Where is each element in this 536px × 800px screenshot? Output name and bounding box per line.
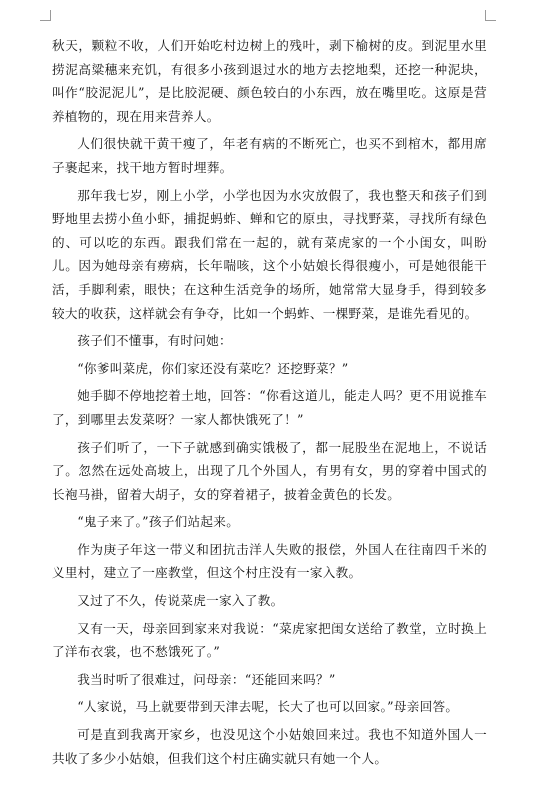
paragraph-11: 又有一天，母亲回到家来对我说：“菜虎家把闺女送给了教堂，立时换上了洋布衣裳，也不愁饿死了。” [52, 620, 487, 660]
paragraph-13: “人家说，马上就要带到天津去呢，长大了也可以回家。”母亲回答。 [77, 699, 459, 715]
paragraph-6: 她手脚不停地挖着土地，回答：“你看这道儿，能走人吗？更不用说推车了，到哪里去发菜呀？一家人都快饿死了！” [52, 388, 487, 427]
paragraph-4: 孩子们不懂事，有时问她： [77, 333, 232, 349]
paragraph-2: 人们很快就干黄干瘦了，年老有病的不断死亡，也买不到棺木，都用席子裹起来，找干地方暂时埋葬。 [52, 136, 487, 175]
paragraph-8: “鬼子来了。”孩子们站起来。 [77, 514, 240, 530]
paragraph-10: 又过了不久，传说菜虎一家入了教。 [77, 593, 284, 609]
document-body [52, 34, 487, 774]
paragraph-7: 孩子们听了，一下子就感到确实饿极了，都一屁股坐在泥地上，不说话了。忽然在远处高坡上，出现了几个外国人，有男有女，男的穿着中国式的长袍马褂，留着大胡子，女的穿着裙子，披着金黄色的长发。 [52, 439, 487, 502]
paragraph-14: 可是直到我离开家乡，也没见这个小姑娘回来过。我也不知道外国人一共收了多少小姑娘，但我们这个村庄确实就只有她一个人。 [52, 727, 487, 766]
paragraph-1: 秋天，颗粒不收，人们开始吃村边树上的残叶，剥下榆树的皮。到泥里水里捞泥高粱穗来充饥，有很多小孩到退过水的地方去挖地梨，还挖一种泥块，叫作“胶泥泥儿”，是比胶泥硬、颜色较白的小东西，放在嘴里吃。这原是营养植物的，现在用来营养人。 [52, 38, 487, 124]
top-left-margin-mark [40, 10, 51, 21]
paragraph-3: 那年我七岁，刚上小学，小学也因为水灾放假了，我也整天和孩子们到野地里去捞小鱼小虾，捕捉蚂蚱、蝉和它的原虫，寻找野菜，寻找所有绿色的、可以吃的东西。跟我们常在一起的，就有菜虎家的一个小闺女，叫盼儿。因为她母亲有痨病，长年喘咳，这个小姑娘长得很瘦小，可是她很能干活，手脚利索，眼快；在这种生活竞争的场所，她常常大显身手，得到较多较大的收获，这样就会有争夺，比如一个蚂蚱、一棵野菜，是谁先看见的。 [52, 187, 487, 321]
paragraph-9: 作为庚子年这一带义和团抗击洋人失败的报偿，外国人在往南四千米的义里村，建立了一座教堂，但这个村庄没有一家入教。 [52, 541, 487, 581]
paragraph-5: “你爹叫菜虎，你们家还没有菜吃？还挖野菜？” [77, 360, 349, 376]
top-right-margin-mark [485, 10, 496, 21]
paragraph-12: 我当时听了很难过，问母亲：“还能回来吗？” [77, 671, 336, 687]
